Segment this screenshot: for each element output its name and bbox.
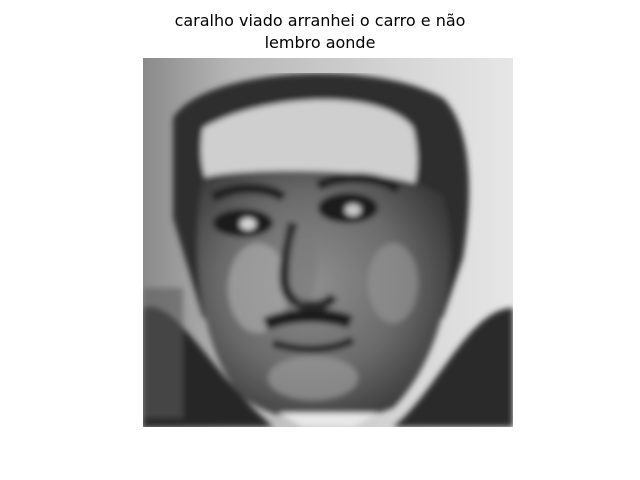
nose-bridge bbox=[289, 223, 317, 303]
right-eye-highlight bbox=[345, 204, 361, 216]
portrait-image bbox=[143, 58, 513, 427]
title-line-1: caralho viado arranhei o carro e não bbox=[174, 11, 466, 30]
fabric-texture bbox=[143, 288, 183, 418]
face-portrait-icon bbox=[143, 58, 513, 427]
right-cheek bbox=[368, 243, 418, 323]
title-line-2: lembro aonde bbox=[264, 33, 376, 52]
chin bbox=[268, 356, 358, 400]
figure-title bbox=[0, 10, 640, 54]
left-eye-highlight bbox=[240, 218, 256, 230]
